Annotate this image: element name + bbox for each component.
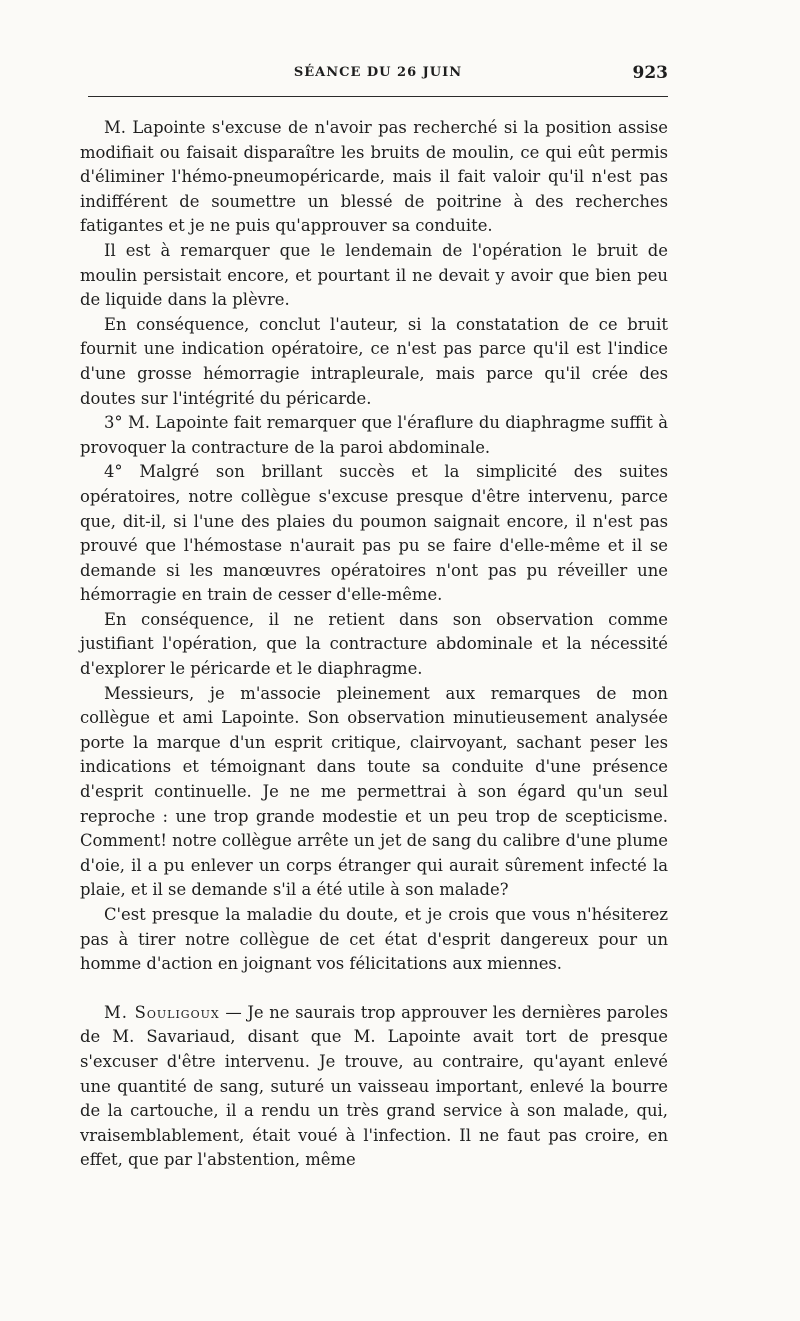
final-paragraph-text: — Je ne saurais trop approuver les dernières paroles de M. Savariaud, disant que M. Lapointe avait tort de presque s'excuser d'être intervenu. Je trouve, au contraire, qu'ayant enlevé une quantité de sang, suturé un vaisseau important, enlevé la bourre de la cartouche, il a rendu un très grand service à son malade, qui, vraisemblablement, était voué à l'infection. Il ne faut pas croire, en effet, que par l'abstention, même xyxy=(80,1002,668,1170)
paragraph: En conséquence, il ne retient dans son observation comme justifiant l'opération, que la contracture abdominale et la nécessité d'explorer le péricarde et le diaphragme. xyxy=(80,609,668,679)
body-text xyxy=(80,116,668,1173)
final-paragraph xyxy=(80,1001,668,1173)
page-number: 923 xyxy=(632,63,668,83)
paragraph: Messieurs, je m'associe pleinement aux remarques de mon collègue et ami Lapointe. Son observation minutieusement analysée porte la marque d'un esprit critique, clairvoyant, sachant peser les indications et témoignant dans toute sa conduite d'une présence d'esprit continuelle. Je ne me permettrai à son égard qu'un seul reproche : une trop grande modestie et un peu trop de scepticisme. Comment! notre collègue arrête un jet de sang du calibre d'une plume d'oie, il a pu enlever un corps étranger qui aurait sûrement infecté la plaie, et il se demande s'il a été utile à son malade? xyxy=(80,683,668,900)
speaker-name: M. Souligoux xyxy=(104,1002,220,1022)
paragraph: 4° Malgré son brillant succès et la simplicité des suites opératoires, notre collègue s'excuse presque d'être intervenu, parce que, dit-il, si l'une des plaies du poumon saignait encore, il n'est pas prouvé que l'hémostase n'aurait pas pu se faire d'elle-même et il se demande si les manœuvres opératoires n'ont pas pu réveiller une hémorragie en train de cesser d'elle-même. xyxy=(80,462,668,605)
paragraph: En conséquence, conclut l'auteur, si la constatation de ce bruit fournit une indication opératoire, ce n'est pas parce qu'il est l'indice d'une grosse hémorragie intrapleurale, mais parce qu'il crée des doutes sur l'intégrité du péricarde. xyxy=(80,314,668,408)
paragraph: M. Lapointe s'excuse de n'avoir pas recherché si la position assise modifiait ou faisait disparaître les bruits de moulin, ce qui eût permis d'éliminer l'hémo-pneumopéricarde, mais il fait valoir qu'il n'est pas indifférent de soumettre un blessé de poitrine à des recherches fatigantes et je ne puis qu'approuver sa conduite. xyxy=(80,118,668,236)
header-rule xyxy=(88,96,668,97)
paragraph: C'est presque la maladie du doute, et je crois que vous n'hésiterez pas à tirer notre collègue de cet état d'esprit dangereux pour un homme d'action en joignant vos félicitations aux miennes. xyxy=(80,905,668,974)
paragraph: 3° M. Lapointe fait remarquer que l'éraflure du diaphragme suffit à provoquer la contracture de la paroi abdominale. xyxy=(80,413,668,457)
paragraph: Il est à remarquer que le lendemain de l'opération le bruit de moulin persistait encore, et pourtant il ne devait y avoir que bien peu de liquide dans la plèvre. xyxy=(80,240,668,310)
page-header xyxy=(88,60,668,86)
running-head: SÉANCE DU 26 JUIN xyxy=(293,65,463,80)
